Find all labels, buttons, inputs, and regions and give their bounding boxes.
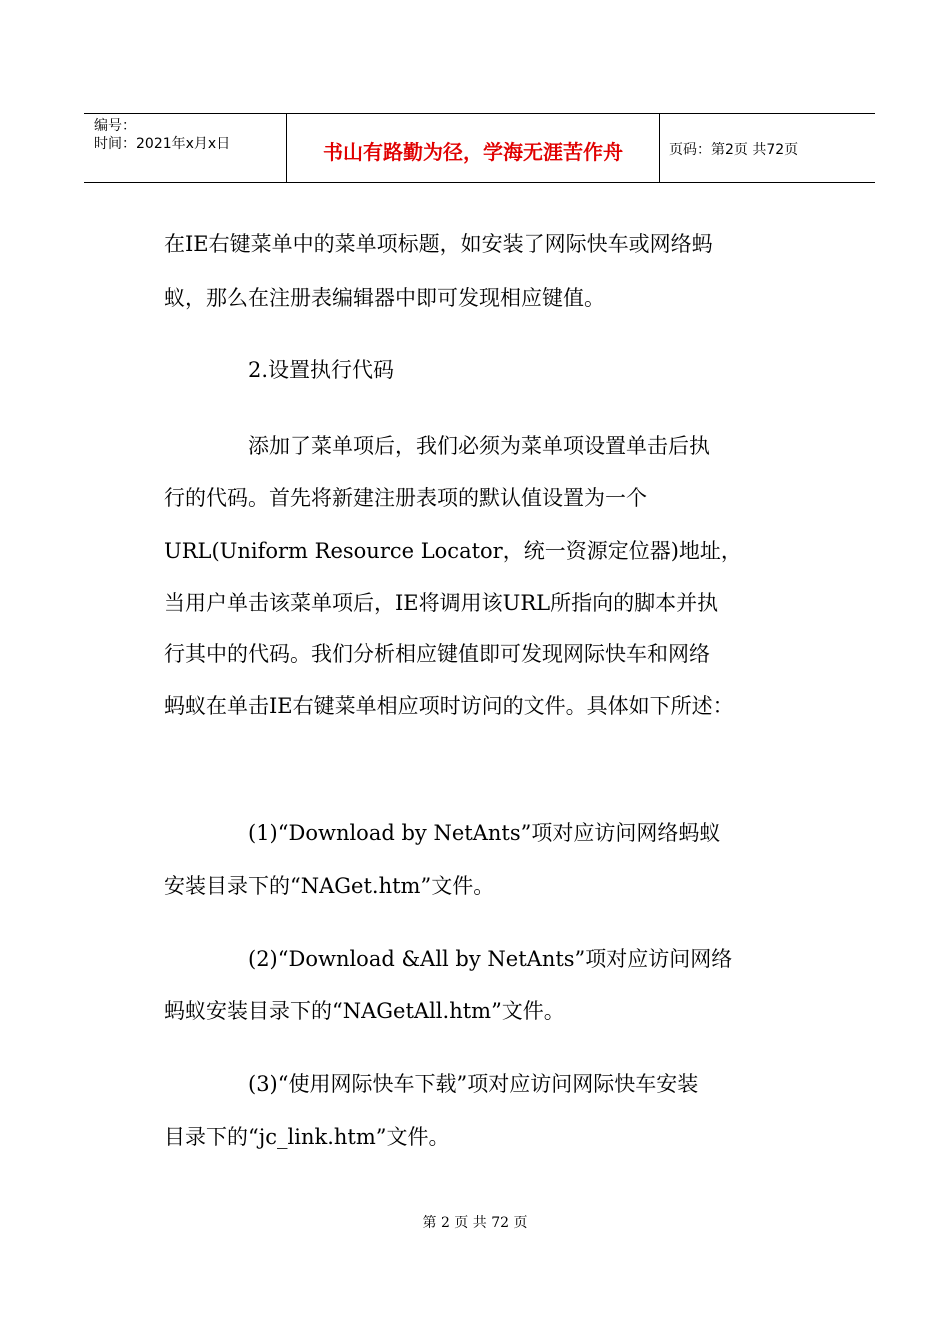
paragraph-line: 蚁，那么在注册表编辑器中即可发现相应键值。 (164, 286, 605, 310)
section-heading: 2.设置执行代码 (248, 358, 395, 382)
paragraph-line: 添加了菜单项后，我们必须为菜单项设置单击后执 (248, 434, 710, 458)
motto-text: 书山有路勤为径，学海无涯苦作舟 (323, 140, 623, 164)
header-motto (286, 114, 660, 182)
list-item: (1)“Download by NetAnts”项对应访问网络蚂蚁 (248, 821, 721, 845)
time-label: 时间：2021年x月x日 (94, 136, 231, 152)
paragraph-line: 蚂蚁在单击IE右键菜单相应项时访问的文件。具体如下所述： (164, 694, 734, 718)
list-item-continuation: 安装目录下的“NAGet.htm”文件。 (164, 874, 495, 898)
list-item-continuation: 蚂蚁安装目录下的“NAGetAll.htm”文件。 (164, 999, 565, 1023)
paragraph-line: 行其中的代码。我们分析相应键值即可发现网际快车和网络 (164, 642, 710, 666)
paragraph-line: 在IE右键菜单中的菜单项标题，如安装了网际快车或网络蚂 (164, 232, 713, 256)
paragraph-line: 当用户单击该菜单项后，IE将调用该URL所指向的脚本并执 (164, 591, 719, 615)
list-item: (2)“Download &All by NetAnts”项对应访问网络 (248, 947, 733, 971)
number-label: 编号： (94, 118, 136, 134)
paragraph-line: URL(Uniform Resource Locator，统一资源定位器)地址， (164, 539, 742, 563)
page-info-text: 页码：第2页 共72页 (669, 142, 799, 158)
header-meta (84, 114, 286, 182)
list-item: (3)“使用网际快车下载”项对应访问网际快车安装 (248, 1072, 699, 1096)
header-page-info (659, 114, 875, 182)
page-footer: 第 2 页 共 72 页 (422, 1215, 528, 1231)
page-header (84, 113, 875, 183)
list-item-continuation: 目录下的“jc_link.htm”文件。 (164, 1125, 450, 1149)
paragraph-line: 行的代码。首先将新建注册表项的默认值设置为一个 (164, 486, 647, 510)
